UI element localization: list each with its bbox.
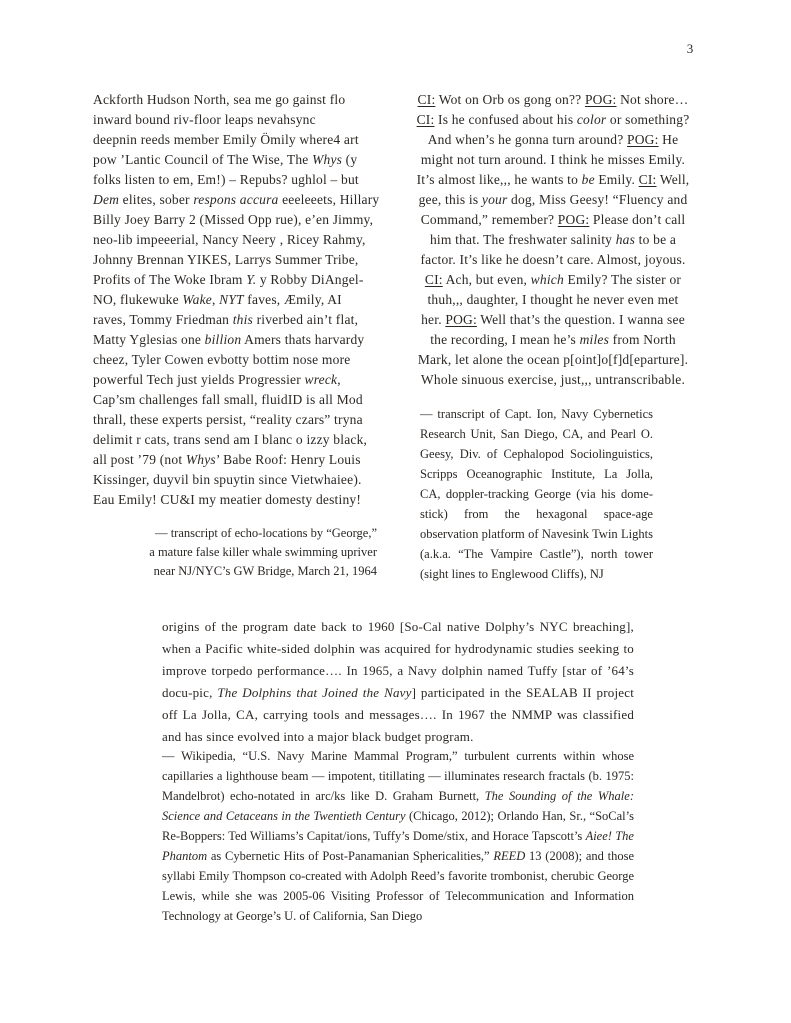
text-line: cheez, Tyler Cowen evbotty bottim nose more bbox=[93, 352, 351, 367]
text-line: near NJ/NYC’s GW Bridge, March 21, 1964 bbox=[153, 564, 377, 578]
text-line: might not turn around. I think he misses Emily. bbox=[420, 152, 686, 167]
text-line: a mature false killer whale swimming upriver bbox=[149, 545, 377, 559]
nmmp-history-paragraph: origins of the program date back to 1960 [So-Cal native Dolphy’s NYC breaching], when a Pacific white-sided dolphin was acquired for hydrodynamic studies seeking to improve torpedo performance…. In 1965, a Navy dolphin named Tuffy [star of ’64’s docu-pic, The Dolphins that Joined the Navy] participated in the SEALAB II project off La Jolla, CA, carrying tools and messages…. In 1967 the NMMP was classified and has since evolved into a major black budget program. bbox=[162, 619, 635, 744]
text-line: Eau Emily! CU&I my meatier domesty destiny! bbox=[93, 492, 362, 507]
text-line: Command,” remember? POG: Please don’t call bbox=[420, 212, 686, 227]
text-line: raves, Tommy Friedman this riverbed ain’t flat, bbox=[93, 312, 359, 327]
page-number: 3 bbox=[686, 41, 694, 56]
echo-location-transcript-text bbox=[93, 90, 380, 510]
text-line: Matty Yglesias one billion Amers thats harvardy bbox=[93, 332, 365, 347]
text-line: gee, this is your dog, Miss Geesy! “Fluency and bbox=[418, 192, 688, 207]
text-line: Johnny Brennan YIKES, Larrys Summer Tribe, bbox=[93, 252, 359, 267]
text-line: pow ’Lantic Council of The Wise, The Whys (y bbox=[93, 152, 358, 167]
text-line: all post ’79 (not Whys’ Babe Roof: Henry Louis bbox=[93, 452, 361, 467]
text-line: Mark, let alone the ocean p[oint]o[f]d[eparture]. bbox=[417, 352, 689, 367]
text-line: — transcript of echo-locations by “George,” bbox=[155, 526, 377, 540]
text-line: thrall, these experts persist, “reality czars” tryna bbox=[93, 412, 363, 427]
wikipedia-citation-paragraph: — Wikipedia, “U.S. Navy Marine Mammal Program,” turbulent currents within whose capillaries a lighthouse beam — impotent, titillating — illuminates research fractals (b. 1975: Mandelbrot) echo-notated in arc/ks like D. Graham Burnett, The Sounding of the Whale: Science and Cetaceans in the Twentieth Century (Chicago, 2012); Orlando Han, Sr., “SoCal’s Re-Boppers: Ted Williams’s Capitat/ions, Tuffy’s Dome/stix, and Horace Tapscott’s Aiee! The Phantom as Cybernetic Hits of Post-Panamanian Sphericalities,” REED 13 (2008); and those syllabi Emily Thompson co-created with Adolph Reed’s favorite trombonist, cherubic George Lewis, while she was 2005-06 Visiting Professor of Telecommunication and Information Technology at George’s U. of California, San Diego bbox=[162, 749, 635, 923]
text-line: And when’s he gonna turn around? POG: He bbox=[427, 132, 679, 147]
text-line: Whole sinuous exercise, just,,, untranscribable. bbox=[420, 372, 686, 387]
text-line: NO, flukewuke Wake, NYT faves, Æmily, AI bbox=[93, 292, 342, 307]
text-line: CI: Is he confused about his color or something? bbox=[416, 112, 690, 127]
ci-pog-dialogue-transcript bbox=[403, 90, 703, 390]
text-line: Profits of The Woke Ibram Y. y Robby DiAngel- bbox=[93, 272, 364, 287]
text-line: factor. It’s like he doesn’t care. Almost, joyous. bbox=[420, 252, 686, 267]
george-attribution bbox=[120, 524, 377, 581]
text-line: delimit r cats, trans send am I blanc o izzy black, bbox=[93, 432, 368, 447]
text-line: Billy Joey Barry 2 (Missed Opp rue), e’en Jimmy, bbox=[93, 212, 374, 227]
text-line: Dem elites, sober respons accura eeeleeets, Hillary bbox=[93, 192, 380, 207]
text-line: powerful Tech just yields Progressier wreck, bbox=[93, 372, 341, 387]
text-line: neo-lib impeeerial, Nancy Neery , Ricey Rahmy, bbox=[93, 232, 366, 247]
text-line: folks listen to em, Em!) – Repubs? ughlol – but bbox=[93, 172, 359, 187]
text-line: CI: Ach, but even, which Emily? The sister or bbox=[424, 272, 682, 287]
text-line: It’s almost like,,, he wants to be Emily. CI: Well, bbox=[416, 172, 690, 187]
text-line: CI: Wot on Orb os gong on?? POG: Not shore… bbox=[417, 92, 689, 107]
text-line: Ackforth Hudson North, sea me go gainst flo bbox=[93, 92, 346, 107]
text-line: her. POG: Well that’s the question. I wanna see bbox=[421, 312, 685, 327]
text-line: Kissinger, duyvil bin spuytin since Vietwhaiee). bbox=[93, 472, 362, 487]
text-line: Cap’sm challenges fall small, fluidID is all Mod bbox=[93, 392, 363, 407]
text-line: him that. The freshwater salinity has to be a bbox=[429, 232, 677, 247]
text-line: the recording, I mean he’s miles from North bbox=[430, 332, 676, 347]
text-line: thuh,,, daughter, I thought he never even met bbox=[427, 292, 679, 307]
ion-geesy-attribution: — transcript of Capt. Ion, Navy Cybernetics Research Unit, San Diego, CA, and Pearl O. Geesy, Div. of Cephalopod Sociolinguistics, Scripps Oceanographic Institute, La Jolla, CA, doppler-tracking George (via his dome-stick) from the hexagonal space-age observation platform of Navesink Twin Lights (a.k.a. “The Vampire Castle”), north tower (sight lines to Englewood Cliffs), NJ bbox=[420, 407, 654, 581]
text-line: inward bound riv-floor leaps nevahsync bbox=[93, 112, 316, 127]
text-line: deepnin reeds member Emily Ömily where4 art bbox=[93, 132, 359, 147]
